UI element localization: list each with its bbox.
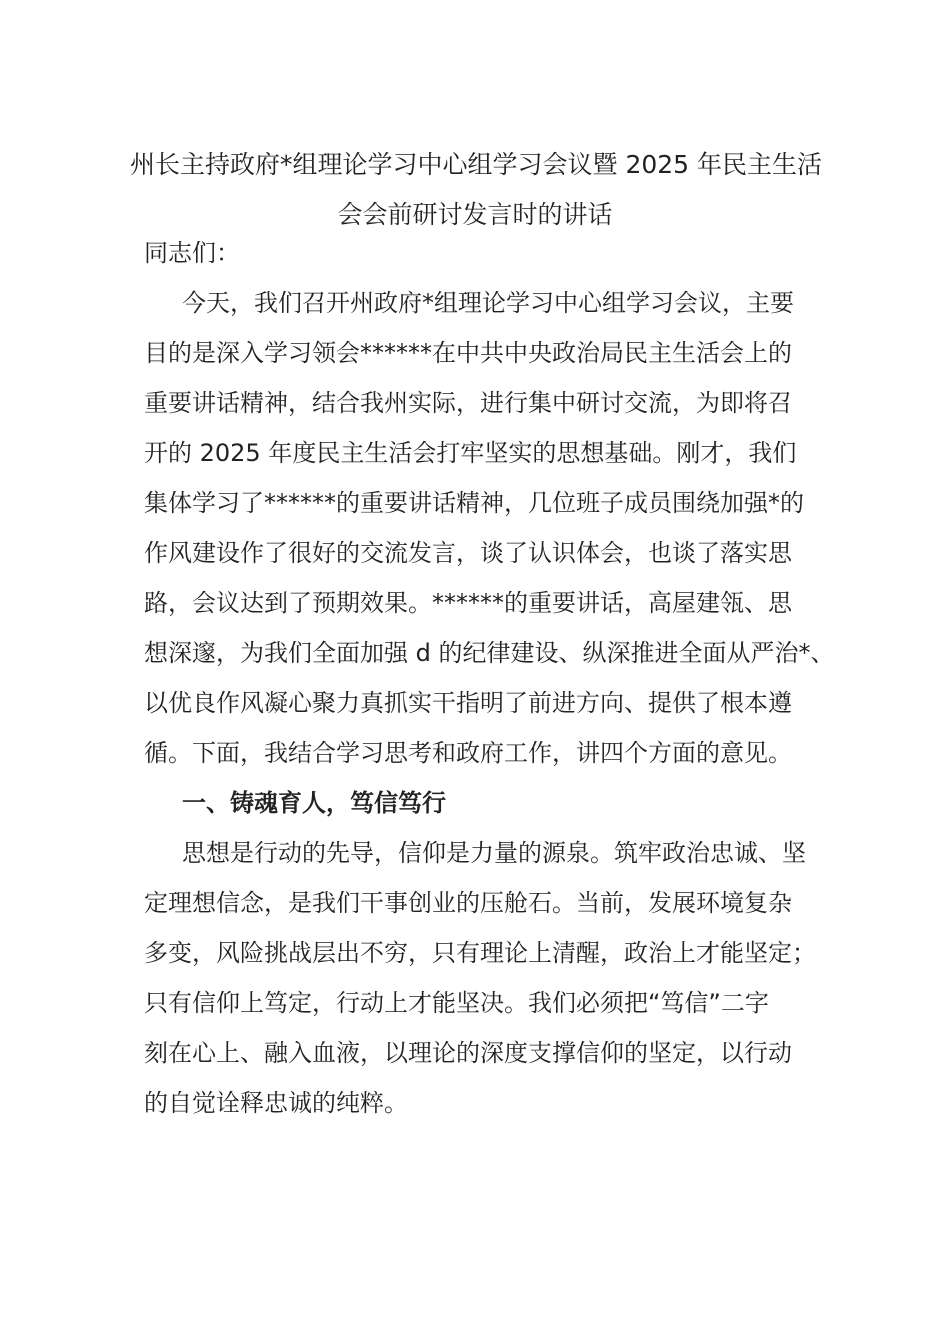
paragraph-1-line: 重要讲话精神，结合我州实际，进行集中研讨交流，为即将召: [144, 389, 792, 417]
paragraph-1-line: 目的是深入学习领会******在中共中央政治局民主生活会上的: [144, 339, 792, 367]
document-body: [144, 228, 835, 1128]
title-line-1: 州长主持政府*组理论学习中心组学习会议暨 2025 年民主生活: [130, 150, 823, 179]
paragraph-2-line: 只有信仰上笃定，行动上才能坚决。我们必须把“笃信”二字: [144, 989, 769, 1017]
paragraph-2-line: 刻在心上、融入血液，以理论的深度支撑信仰的坚定，以行动: [144, 1039, 792, 1067]
paragraph-1-line: 开的 2025 年度民主生活会打牢坚实的思想基础。刚才，我们: [144, 439, 797, 467]
paragraph-2-line: 定理想信念，是我们干事创业的压舱石。当前，发展环境复杂: [144, 889, 792, 917]
paragraph-2: [144, 828, 824, 1128]
paragraph-1: [144, 278, 835, 778]
paragraph-2-line: 的自觉诠释忠诚的纯粹。: [144, 1089, 408, 1117]
paragraph-1-line: 集体学习了******的重要讲话精神，几位班子成员围绕加强*的: [144, 489, 804, 517]
paragraph-1-line: 今天，我们召开州政府*组理论学习中心组学习会议，主要: [182, 289, 794, 317]
paragraph-1-line: 路，会议达到了预期效果。******的重要讲话，高屋建瓴、思: [144, 589, 792, 617]
paragraph-2-line: 思想是行动的先导，信仰是力量的源泉。筑牢政治忠诚、坚: [182, 839, 806, 867]
paragraph-1-line: 以优良作风凝心聚力真抓实干指明了前进方向、提供了根本遵: [144, 689, 792, 717]
paragraph-2-line: 多变，风险挑战层出不穷，只有理论上清醒，政治上才能坚定；: [144, 939, 816, 967]
greeting: 同志们：: [144, 239, 240, 267]
document-title: [130, 140, 823, 240]
section-1-heading: 一、铸魂育人，笃信笃行: [182, 789, 446, 817]
title-line-2: 会会前研讨发言时的讲话: [337, 200, 613, 229]
paragraph-1-line: 循。下面，我结合学习思考和政府工作，讲四个方面的意见。: [144, 739, 792, 767]
paragraph-1-line: 作风建设作了很好的交流发言，谈了认识体会，也谈了落实思: [144, 539, 792, 567]
paragraph-1-line: 想深邃，为我们全面加强 d 的纪律建设、纵深推进全面从严治*、: [144, 639, 835, 667]
